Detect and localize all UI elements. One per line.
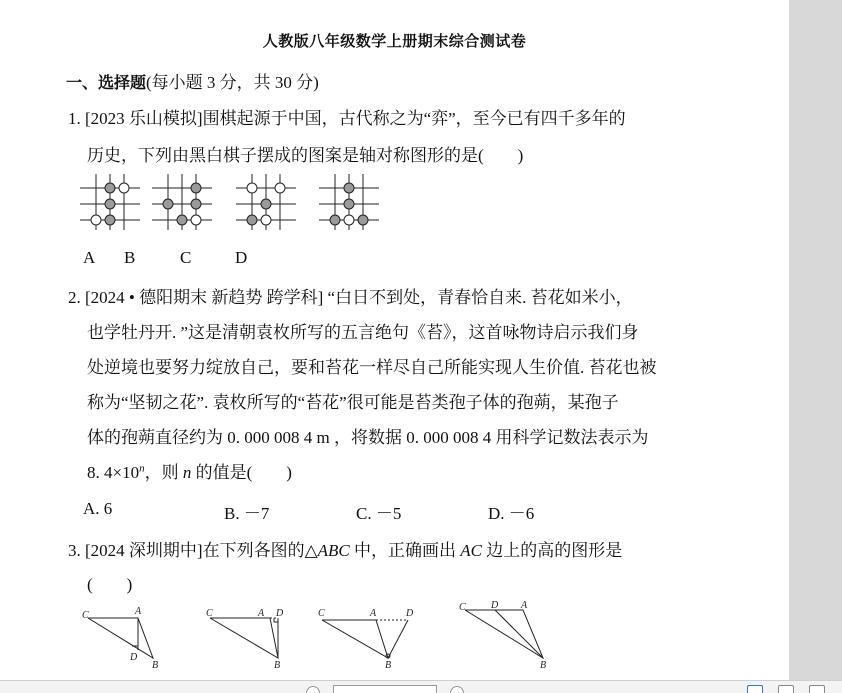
q2-option-b: B. －7	[224, 504, 270, 523]
q2-option-d: D. －6	[488, 504, 535, 523]
fig1-label-d: D	[130, 652, 138, 663]
q3-var-ac: AC	[460, 541, 482, 560]
fig4-label-c: C	[459, 602, 466, 613]
vertical-scroll-track[interactable]	[789, 0, 842, 680]
q2-text-line1: 2. [2024 • 德阳期末 新趋势 跨学科] “白日不到处，青春恰自来. 苔花如米小，	[68, 288, 633, 307]
fig3-label-c: C	[318, 608, 325, 619]
fig3-label-d: D	[406, 608, 414, 619]
q2-var-n: n	[182, 463, 192, 482]
fig1-label-b: B	[152, 660, 159, 671]
fig4-label-b: B	[540, 660, 547, 671]
fig3-label-b: B	[385, 660, 392, 671]
q2-option-c: C. －5	[356, 504, 402, 523]
go-pattern-d	[319, 174, 379, 230]
triangle-figure-4	[455, 600, 555, 672]
q2-text-value: 的值是( )	[191, 463, 292, 482]
bottom-toolbar	[0, 680, 842, 693]
triangle-figure-1	[80, 606, 165, 672]
q2-sci-base: 8. 4×10	[87, 463, 140, 482]
q3-text-end: 边上的高的图形是	[482, 541, 623, 560]
document-title: 人教版八年级数学上册期末综合测试卷	[262, 32, 527, 50]
q1-label-b: B	[124, 248, 136, 267]
q3-text-line1	[68, 536, 622, 561]
q2-exponent: n	[139, 462, 145, 475]
q2-text-line2: 也学牡丹开. ”这是清朝袁枚所写的五言绝句《苔》，这首咏物诗启示我们身	[87, 323, 639, 342]
q3-text-start: 3. [2024 深圳期中]在下列各图的△	[68, 541, 318, 560]
q2-text-line4: 称为“坚韧之花”. 袁枚所写的“苔花”很可能是苔类孢子体的孢蒴，某孢子	[87, 393, 619, 412]
go-pattern-c	[236, 174, 296, 230]
fig1-label-a: A	[135, 606, 142, 617]
section-title: 一、选择题	[66, 73, 147, 92]
q2-text-line6	[87, 458, 292, 483]
triangle-figure-2	[204, 606, 294, 672]
q2-text-line5: 体的孢蒴直径约为 0. 000 008 4 m ，将数据 0. 000 008 4 用科学记数法表示为	[87, 428, 649, 447]
q1-text-line2: 历史，下列由黑白棋子摆成的图案是轴对称图形的是( )	[87, 146, 524, 165]
q2-text-then: ，则	[144, 463, 183, 482]
section-heading	[66, 68, 319, 93]
section-note: (每小题 3 分，共 30 分)	[146, 73, 319, 92]
q3-text-mid: 中，正确画出	[349, 541, 461, 560]
q2-text-line3: 处逆境也要努力绽放自己，要和苔花一样尽自己所能实现人生价值. 苔花也被	[87, 358, 657, 377]
fig2-label-b: B	[274, 660, 281, 671]
fig4-label-a: A	[521, 600, 528, 611]
triangle-figure-3	[316, 606, 421, 672]
fig3-label-a: A	[370, 608, 377, 619]
fig1-label-c: C	[82, 610, 89, 621]
fig2-label-c: C	[206, 608, 213, 619]
q2-option-a: A. 6	[83, 499, 113, 518]
q1-label-c: C	[180, 248, 192, 267]
q3-text-line2: ( )	[87, 575, 133, 594]
q3-var-abc: ABC	[317, 541, 350, 560]
q1-label-a: A	[83, 248, 96, 267]
go-pattern-a	[80, 174, 140, 230]
fig2-label-d: D	[276, 608, 284, 619]
go-pattern-b	[152, 174, 212, 230]
q1-label-d: D	[235, 248, 248, 267]
q1-text-line1: 1. [2023 乐山模拟]围棋起源于中国，古代称之为“弈”，至今已有四千多年的	[68, 109, 626, 128]
fig4-label-d: D	[491, 600, 499, 611]
fig2-label-a: A	[258, 608, 265, 619]
